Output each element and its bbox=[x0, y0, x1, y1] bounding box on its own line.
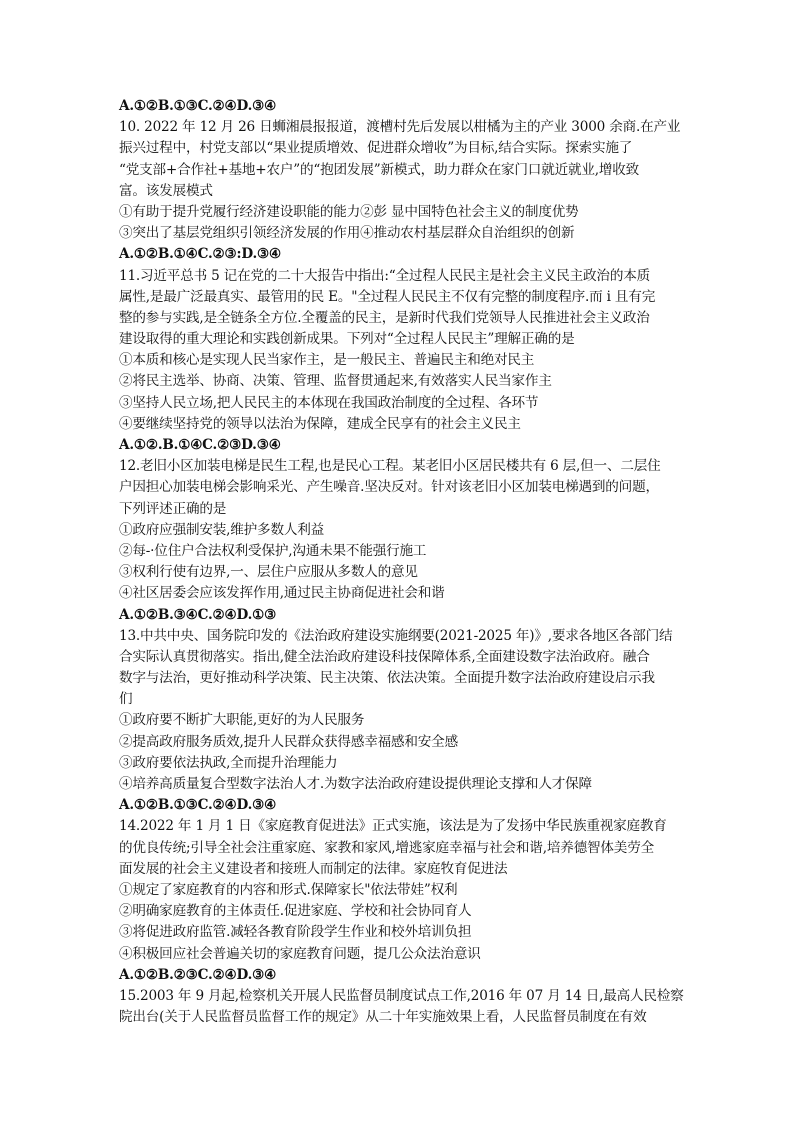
text-line: ②每-·位住户合法权利受保护,沟通未果不能强行施工 bbox=[119, 542, 427, 559]
text-line: ②明确家庭教育的主体责任.促进家庭、学校和社会协同育人 bbox=[119, 903, 472, 920]
text-line: ③突出了基层党组织引领经济发展的作用④推动农村基层群众自治组织的创新 bbox=[119, 225, 575, 242]
text-line: 们 bbox=[119, 691, 133, 708]
text-line: 的优良传统;引导全社会注重家庭、家教和家风,增逃家庭幸福与社会和谐,培养德智体美劳全 bbox=[119, 839, 654, 856]
text-line: 富。该发展模式 bbox=[119, 182, 213, 199]
question-stem-line: 11.习近平总书 5 记在党的二十大报告中指出:“全过程人民民主是社会主义民主政治的本质 bbox=[119, 267, 651, 284]
text-line: ③政府要依法执政,全而提升治理能力 bbox=[119, 754, 338, 771]
answer-options-line: A.①②B.③④C.②④D.①③ bbox=[119, 606, 277, 623]
answer-options-line: A.①②B.①③C.②④D.③④ bbox=[119, 797, 277, 814]
text-line: “党支部+合作社+基地+农户”的“抱团发展”新模式，助力群众在家门口就近就业,增收致 bbox=[119, 161, 640, 178]
text-line: 数字与法治，更好推动科学决策、民主决策、依法决策。全面提升数字法治政府建设启示我 bbox=[119, 670, 655, 687]
text-line: ③将促进政府监管.减轻各教育阶段学生作业和校外培训负担 bbox=[119, 924, 472, 941]
text-line: ④要继续坚持党的领导以法治为保障，建成全民享有的社会主义民主 bbox=[119, 415, 521, 432]
text-line: ④培养高质量复合型数字法治人才.为数字法治政府建设提供理论支撑和人才保障 bbox=[119, 776, 592, 792]
answer-options-line: A.①②B.①③C.②④D.③④ bbox=[119, 98, 277, 114]
text-line: 建设取得的重大理论和实践创新成果。下列对“全过程人民民主”理解正确的是 bbox=[119, 331, 575, 348]
text-line: 下列评述正确的是 bbox=[119, 500, 227, 517]
text-line: ①政府要不断扩大职能,更好的为人民服务 bbox=[119, 712, 365, 729]
question-stem-line: 13.中共中央、国务院印发的《法治政府建设实施纲要(2021-2025 年)》,要求各地区各部门结 bbox=[119, 627, 673, 644]
text-line: 面发展的社会主义建设者和接班人而制定的法律。家庭牧育促进法 bbox=[119, 860, 508, 877]
text-line: 整的参与实践,是全链条全方位.全覆盖的民主，是新时代我们党领导人民推进社会主义政治 bbox=[119, 309, 650, 326]
text-line: 振兴过程中，村党支部以“果业提质增效、促进群众增收”为目标,结合实际。探索实施了 bbox=[119, 140, 633, 157]
text-line: ③权利行使有边界,一、层住户应服从多数人的意见 bbox=[119, 564, 418, 581]
text-line: ①本质和核心是实现人民当家作主，是一般民主、普遍民主和绝对民主 bbox=[119, 352, 535, 369]
question-stem-line: 10. 2022 年 12 月 26 日蛳湘晨报报道，渡槽村先后发展以柑橘为主的产业 3000 余商.在产业 bbox=[119, 119, 681, 136]
question-stem-line: 12.老旧小区加装电梯是民生工程,也是民心工程。某老旧小区居民楼共有 6 层,但一、二层住 bbox=[119, 458, 661, 475]
text-line: ④积极回应社会普遍关切的家庭教育问题，提几公众法治意识 bbox=[119, 945, 481, 962]
text-line: ①规定了家庭教育的内容和形式.保障家长"依法带娃”权利 bbox=[119, 881, 458, 898]
text-line: ②提高政府服务质效,提升人民群众获得感幸福感和安全感 bbox=[119, 733, 458, 750]
text-line: ②将民主选举、协商、决策、管理、监督贯通起来,有效落实人民当家作主 bbox=[119, 373, 552, 390]
text-line: ①有助于提升党履行经济建设职能的能力②彭 显中国特色社会主义的制度优势 bbox=[119, 203, 579, 220]
text-line: 合实际认真贯彻落实。指出,健全法治政府建设科技保障体系,全面建设数字法治政府。融合 bbox=[119, 648, 650, 665]
question-stem-line: 15.2003 年 9 月起,检察机关开展人民监督员制度试点工作,2016 年 07 月 14 日,最高人民检察 bbox=[119, 987, 684, 1004]
question-stem-line: 14.2022 年 1 月 1 日《家庭教育促进法》正式实施，该法是为了发扬中华民族重视家庭教育 bbox=[119, 818, 667, 835]
text-line: 院出台(关于人民监督员监督工作的规定》从二十年实施效果上看，人民监督员制度在有效 bbox=[119, 1009, 647, 1026]
text-line: 户因担心加装电梯会影响采光、产生噪音.坚决反对。针对该老旧小区加装电梯遇到的问题， bbox=[119, 479, 659, 496]
text-line: ③坚持人民立场,把人民民主的本体现在我国政治制度的全过程、各环节 bbox=[119, 394, 539, 411]
text-line: ④社区居委会应该发挥作用,通过民主协商促进社会和谐 bbox=[119, 585, 445, 602]
text-line: ①政府应强制安装,维护多数人利益 bbox=[119, 521, 325, 538]
document-page bbox=[119, 96, 684, 1028]
answer-options-line: A.①②B.①④C.②③:D.③④ bbox=[119, 246, 281, 263]
answer-options-line: A.①②B.②③C.②④D.③④ bbox=[119, 966, 277, 983]
text-line: 属性,是最广泛最真实、最管用的民 E。"全过程人民民主不仅有完整的制度程序.而 i 且有完 bbox=[119, 288, 656, 305]
answer-options-line: A.①②.B.①④C.②③D.③④ bbox=[119, 437, 281, 453]
